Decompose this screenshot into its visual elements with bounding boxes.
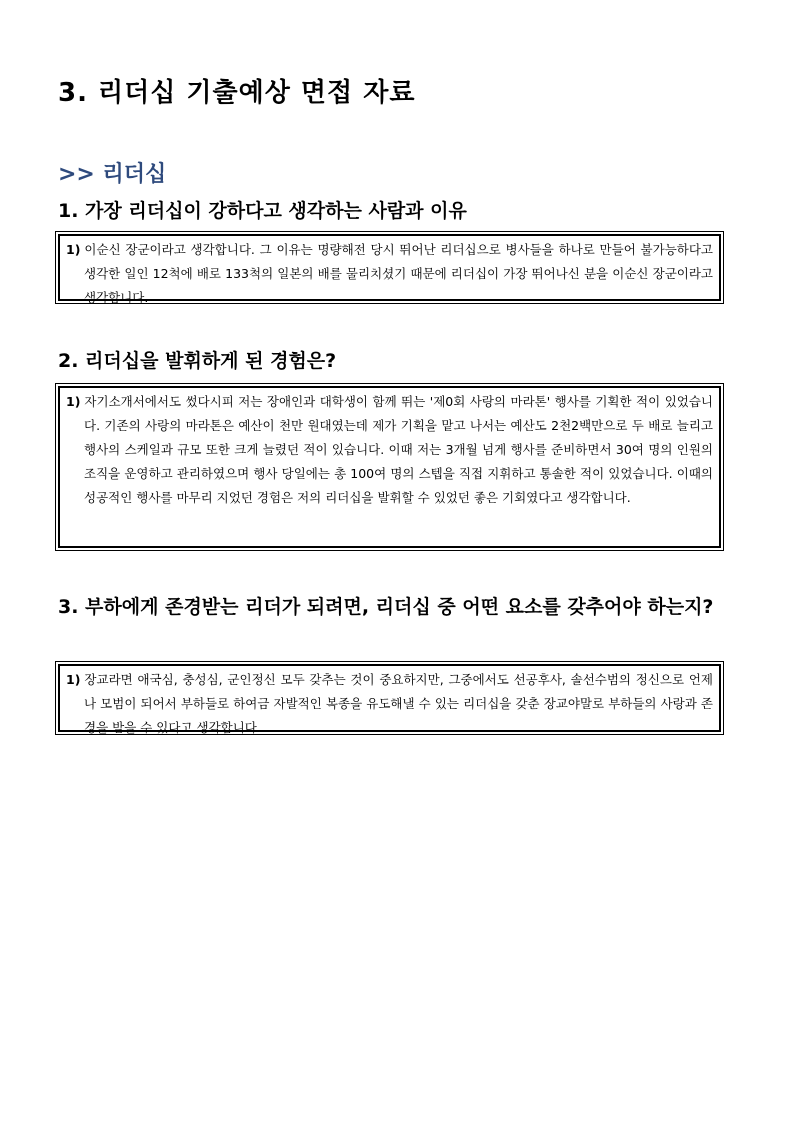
answer-2 [66, 390, 713, 510]
document-title: 3. 리더십 기출예상 면접 자료 [58, 78, 416, 108]
answer-1 [66, 238, 713, 310]
question-1-title: 1. 가장 리더십이 강하다고 생각하는 사람과 이유 [58, 200, 467, 222]
answer-2-number: 1) [66, 394, 81, 409]
question-2-title: 2. 리더십을 발휘하게 된 경험은? [58, 350, 337, 372]
answer-3-number: 1) [66, 672, 81, 687]
answer-1-text: 이순신 장군이라고 생각합니다. 그 이유는 명량해전 당시 뛰어난 리더십으로 병사들을 하나로 만들어 불가능하다고 생각한 일인 12척에 배로 133척의 일본의 배를 물리치셨기 때문에 리더십이 가장 뛰어나신 분을 이순신 장군이라고 생각합니다. [84, 242, 713, 305]
section-heading: >> 리더십 [58, 162, 167, 187]
answer-2-text: 자기소개서에서도 썼다시피 저는 장애인과 대학생이 함께 뛰는 '제0회 사랑의 마라톤' 행사를 기획한 적이 있었습니다. 기존의 사랑의 마라톤은 예산이 천만 원대였는데 제가 기획을 맡고 나서는 예산도 2천2백만으로 두 배로 늘리고 행사의 스케일과 규모 또한 크게 늘렸던 적이 있습니다. 이때 저는 3개월 넘게 행사를 준비하면서 30여 명의 인원의 조직을 운영하고 관리하였으며 행사 당일에는 총 100여 명의 스텝을 직접 지휘하고 통솔한 적이 있었습니다. 이때의 성공적인 행사를 마무리 지었던 경험은 저의 리더십을 발휘할 수 있었던 좋은 기회였다고 생각합니다. [84, 394, 713, 505]
answer-box-1 [58, 234, 721, 305]
question-3-title: 3. 부하에게 존경받는 리더가 되려면, 리더십 중 어떤 요소를 갖추어야 하는지? [58, 596, 714, 618]
answer-3 [66, 668, 713, 740]
answer-box-3 [58, 664, 721, 735]
answer-1-number: 1) [66, 242, 81, 257]
answer-box-2 [58, 386, 721, 548]
answer-3-text: 장교라면 애국심, 충성심, 군인정신 모두 갖추는 것이 중요하지만, 그중에서도 선공후사, 솔선수범의 정신으로 언제나 모범이 되어서 부하들로 하여금 자발적인 복종을 유도해낼 수 있는 리더십을 갖춘 장교야말로 부하들의 사랑과 존경을 받을 수 있다고 생각합니다. [84, 672, 713, 735]
